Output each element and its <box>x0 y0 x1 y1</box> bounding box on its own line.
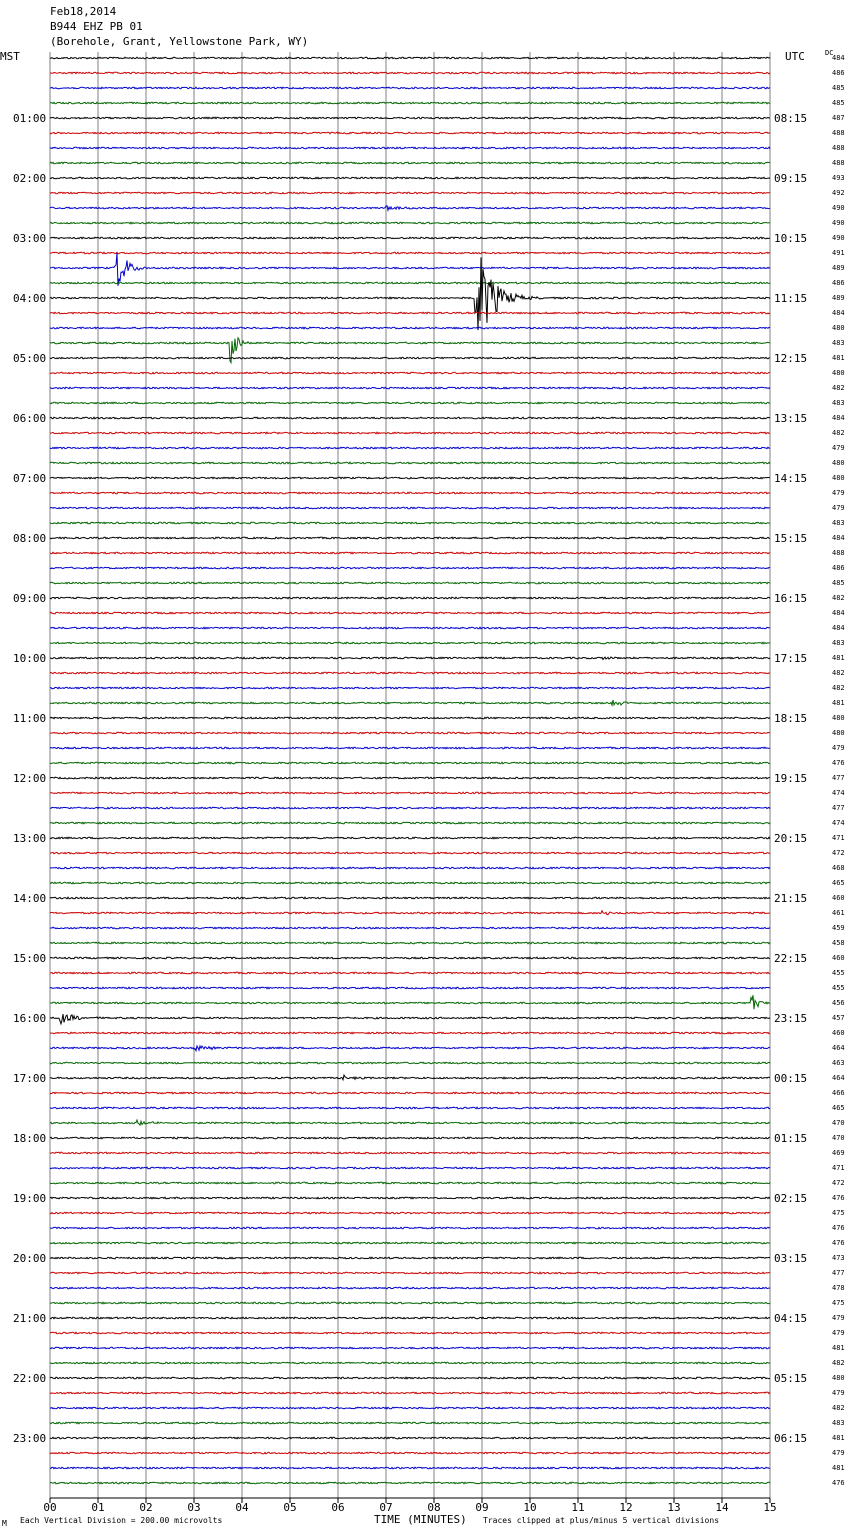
dc-offset-label: 488 <box>832 159 845 167</box>
dc-offset-label: 481 <box>832 1464 845 1472</box>
dc-offset-label: 476 <box>832 1194 845 1202</box>
right-hour-label: 02:15 <box>774 1192 808 1205</box>
dc-offset-label: 477 <box>832 774 845 782</box>
dc-offset-label: 460 <box>832 954 845 962</box>
trace-51 <box>50 822 770 824</box>
trace-74 <box>50 1167 770 1169</box>
trace-29 <box>50 492 770 494</box>
dc-offset-label: 483 <box>832 639 845 647</box>
dc-offset-label: 480 <box>832 369 845 377</box>
trace-41 <box>50 672 770 674</box>
x-tick-label: 01 <box>91 1501 105 1514</box>
trace-9 <box>50 192 770 194</box>
dc-offset-label: 482 <box>832 429 845 437</box>
x-tick-label: 13 <box>667 1501 681 1514</box>
trace-20 <box>50 357 770 359</box>
trace-95 <box>50 1482 770 1484</box>
dc-offset-label: 468 <box>832 864 845 872</box>
trace-60 <box>50 957 770 959</box>
trace-80 <box>50 1257 770 1259</box>
trace-4 <box>50 117 770 119</box>
right-hour-label: 16:15 <box>774 592 808 605</box>
trace-12 <box>50 237 770 239</box>
trace-84 <box>50 1317 770 1319</box>
right-hour-label: 03:15 <box>774 1252 808 1265</box>
trace-40 <box>50 657 770 660</box>
trace-58 <box>50 927 770 929</box>
trace-15 <box>50 282 770 284</box>
dc-offset-label: 488 <box>832 549 845 557</box>
trace-31 <box>50 522 770 524</box>
x-tick-label: 08 <box>427 1501 441 1514</box>
dc-offset-label: 486 <box>832 69 845 77</box>
left-hour-label: 12:00 <box>13 772 47 785</box>
trace-78 <box>50 1227 770 1229</box>
x-axis <box>43 1498 776 1514</box>
trace-57 <box>50 911 770 915</box>
dc-offset-label: 485 <box>832 579 845 587</box>
station-date: Feb18,2014 <box>50 5 117 18</box>
trace-68 <box>50 1075 770 1080</box>
trace-0 <box>50 57 770 59</box>
dc-offset-label: 489 <box>832 294 845 302</box>
right-hour-label: 23:15 <box>774 1012 808 1025</box>
trace-64 <box>50 1014 770 1024</box>
dc-offset-label: 475 <box>832 1299 845 1307</box>
x-tick-label: 06 <box>331 1501 345 1514</box>
left-hour-label: 06:00 <box>13 412 47 425</box>
left-hour-label: 10:00 <box>13 652 47 665</box>
dc-offset-label: 460 <box>832 1029 845 1037</box>
trace-91 <box>50 1422 770 1424</box>
trace-56 <box>50 897 770 899</box>
left-hour-label: 02:00 <box>13 172 47 185</box>
dc-offset-label: 480 <box>832 1374 845 1382</box>
trace-89 <box>50 1392 770 1394</box>
trace-5 <box>50 132 770 134</box>
trace-65 <box>50 1032 770 1034</box>
right-axis-title: UTC <box>785 50 805 63</box>
left-hour-label: 14:00 <box>13 892 47 905</box>
trace-82 <box>50 1287 770 1289</box>
trace-53 <box>50 852 770 854</box>
dc-offset-label: 464 <box>832 1044 845 1052</box>
left-hour-label: 17:00 <box>13 1072 47 1085</box>
trace-39 <box>50 642 770 644</box>
dc-offset-label: 479 <box>832 444 845 452</box>
dc-offset-label: 484 <box>832 534 845 542</box>
dc-offset-label: 476 <box>832 1479 845 1487</box>
right-hour-label: 01:15 <box>774 1132 808 1145</box>
trace-8 <box>50 177 770 179</box>
dc-offset-label: 464 <box>832 1074 845 1082</box>
dc-offset-label: 479 <box>832 744 845 752</box>
right-hour-label: 17:15 <box>774 652 808 665</box>
dc-offset-label: 482 <box>832 594 845 602</box>
dc-offset-label: 480 <box>832 729 845 737</box>
x-tick-label: 15 <box>763 1501 777 1514</box>
left-hour-label: 08:00 <box>13 532 47 545</box>
station-location: (Borehole, Grant, Yellowstone Park, WY) <box>50 35 309 48</box>
station-channel: B944 EHZ PB 01 <box>50 20 143 33</box>
dc-offset-label: 469 <box>832 1149 845 1157</box>
dc-offset-label: 476 <box>832 1239 845 1247</box>
corner-mark: M <box>2 1519 7 1528</box>
x-tick-label: 05 <box>283 1501 297 1514</box>
dc-offset-label: 484 <box>832 54 845 62</box>
dc-offset-label: 483 <box>832 339 845 347</box>
dc-offset-label: 479 <box>832 504 845 512</box>
dc-offset-label: 483 <box>832 1419 845 1427</box>
trace-48 <box>50 777 770 779</box>
trace-62 <box>50 987 770 989</box>
trace-27 <box>50 462 770 464</box>
dc-offset-label: 480 <box>832 459 845 467</box>
dc-offset-label: 455 <box>832 969 845 977</box>
right-hour-label: 14:15 <box>774 472 808 485</box>
trace-2 <box>50 87 770 89</box>
trace-25 <box>50 432 770 434</box>
trace-72 <box>50 1137 770 1139</box>
dc-offset-label: 479 <box>832 1389 845 1397</box>
dc-offset-label: 455 <box>832 984 845 992</box>
dc-offset-label: 481 <box>832 1434 845 1442</box>
dc-offset-label: 491 <box>832 249 845 257</box>
trace-42 <box>50 687 770 689</box>
trace-77 <box>50 1212 770 1214</box>
dc-offset-label: 457 <box>832 1014 845 1022</box>
trace-44 <box>50 717 770 719</box>
dc-offset-label: 484 <box>832 309 845 317</box>
dc-offset-label: 471 <box>832 1164 845 1172</box>
dc-offset-label: 484 <box>832 624 845 632</box>
trace-3 <box>50 102 770 104</box>
dc-offset-label: 486 <box>832 564 845 572</box>
dc-offset-label: 481 <box>832 354 845 362</box>
trace-66 <box>50 1046 770 1051</box>
dc-offset-label: 472 <box>832 1179 845 1187</box>
trace-75 <box>50 1182 770 1184</box>
dc-offset-label: 478 <box>832 1284 845 1292</box>
dc-offset-label: 482 <box>832 384 845 392</box>
scale-note: Each Vertical Division = 200.00 microvolts <box>20 1516 223 1525</box>
trace-47 <box>50 762 770 764</box>
trace-50 <box>50 807 770 809</box>
trace-52 <box>50 837 770 839</box>
dc-offset-label: 465 <box>832 1104 845 1112</box>
dc-offset-label: 479 <box>832 1449 845 1457</box>
x-tick-label: 03 <box>187 1501 201 1514</box>
left-hour-label: 07:00 <box>13 472 47 485</box>
trace-36 <box>50 597 770 599</box>
right-hour-label: 21:15 <box>774 892 808 905</box>
trace-37 <box>50 612 770 614</box>
dc-offset-label: 489 <box>832 264 845 272</box>
clip-note: Traces clipped at plus/minus 5 vertical divisions <box>483 1516 720 1525</box>
dc-offset-label: 480 <box>832 474 845 482</box>
trace-17 <box>50 312 770 314</box>
trace-85 <box>50 1332 770 1334</box>
dc-offset-label: 472 <box>832 849 845 857</box>
trace-81 <box>50 1272 770 1274</box>
dc-offset-label: 461 <box>832 909 845 917</box>
left-hour-label: 05:00 <box>13 352 47 365</box>
left-hour-label: 13:00 <box>13 832 47 845</box>
trace-88 <box>50 1377 770 1379</box>
left-hour-label: 21:00 <box>13 1312 47 1325</box>
trace-1 <box>50 72 770 74</box>
x-tick-label: 14 <box>715 1501 729 1514</box>
right-hour-label: 06:15 <box>774 1432 808 1445</box>
dc-offset-label: 480 <box>832 714 845 722</box>
trace-71 <box>50 1120 770 1125</box>
x-tick-label: 10 <box>523 1501 537 1514</box>
right-hour-label: 10:15 <box>774 232 808 245</box>
dc-offset-label: 460 <box>832 894 845 902</box>
dc-offset-label: 466 <box>832 1089 845 1097</box>
dc-offset-label: 470 <box>832 1134 845 1142</box>
x-tick-label: 12 <box>619 1501 633 1514</box>
trace-32 <box>50 537 770 539</box>
left-hour-label: 19:00 <box>13 1192 47 1205</box>
left-hour-label: 16:00 <box>13 1012 47 1025</box>
right-hour-label: 09:15 <box>774 172 808 185</box>
dc-offset-label: 484 <box>832 609 845 617</box>
dc-offset-label: 485 <box>832 99 845 107</box>
trace-24 <box>50 417 770 419</box>
trace-11 <box>50 222 770 224</box>
dc-offset-label: 480 <box>832 324 845 332</box>
right-hour-label: 12:15 <box>774 352 808 365</box>
trace-30 <box>50 507 770 509</box>
trace-45 <box>50 732 770 734</box>
dc-offset-label: 479 <box>832 1314 845 1322</box>
dc-offset-label: 483 <box>832 519 845 527</box>
trace-13 <box>50 252 770 254</box>
trace-22 <box>50 387 770 389</box>
dc-offset-label: 475 <box>832 1209 845 1217</box>
dc-offset-label: 470 <box>832 1119 845 1127</box>
left-hour-label: 18:00 <box>13 1132 47 1145</box>
x-tick-label: 02 <box>139 1501 153 1514</box>
trace-59 <box>50 942 770 944</box>
dc-offset-label: 481 <box>832 1344 845 1352</box>
left-hour-label: 01:00 <box>13 112 47 125</box>
trace-94 <box>50 1467 770 1469</box>
right-hour-label: 05:15 <box>774 1372 808 1385</box>
trace-69 <box>50 1092 770 1094</box>
dc-offset-label: 488 <box>832 129 845 137</box>
left-hour-label: 23:00 <box>13 1432 47 1445</box>
dc-offset-label: 473 <box>832 1254 845 1262</box>
right-hour-label: 20:15 <box>774 832 808 845</box>
right-hour-label: 15:15 <box>774 532 808 545</box>
dc-offset-label: 479 <box>832 489 845 497</box>
dc-offset-label: 482 <box>832 684 845 692</box>
left-hour-label: 20:00 <box>13 1252 47 1265</box>
right-hour-label: 11:15 <box>774 292 808 305</box>
dc-offset-label: 485 <box>832 84 845 92</box>
x-tick-label: 09 <box>475 1501 489 1514</box>
dc-offset-label: 474 <box>832 789 845 797</box>
trace-38 <box>50 627 770 629</box>
dc-offset-label: 481 <box>832 654 845 662</box>
x-tick-label: 07 <box>379 1501 393 1514</box>
trace-35 <box>50 582 770 584</box>
trace-76 <box>50 1197 770 1199</box>
trace-90 <box>50 1407 770 1409</box>
x-axis-label: TIME (MINUTES) <box>374 1513 467 1526</box>
dc-offset-label: 482 <box>832 1404 845 1412</box>
trace-49 <box>50 792 770 794</box>
trace-55 <box>50 882 770 884</box>
x-tick-label: 11 <box>571 1501 585 1514</box>
right-hour-label: 13:15 <box>774 412 808 425</box>
dc-offset-label: 476 <box>832 759 845 767</box>
trace-79 <box>50 1242 770 1244</box>
left-hour-label: 09:00 <box>13 592 47 605</box>
trace-18 <box>50 327 770 329</box>
right-hour-label: 22:15 <box>774 952 808 965</box>
trace-26 <box>50 447 770 449</box>
trace-93 <box>50 1452 770 1454</box>
dc-offset-label: 477 <box>832 1269 845 1277</box>
trace-86 <box>50 1347 770 1349</box>
trace-43 <box>50 700 770 705</box>
dc-offset-label: 488 <box>832 144 845 152</box>
trace-23 <box>50 402 770 404</box>
dc-offset-label: 471 <box>832 834 845 842</box>
trace-7 <box>50 162 770 164</box>
trace-6 <box>50 147 770 149</box>
trace-87 <box>50 1362 770 1364</box>
trace-67 <box>50 1062 770 1064</box>
right-hour-label: 04:15 <box>774 1312 808 1325</box>
x-tick-label: 00 <box>43 1501 57 1514</box>
trace-10 <box>50 206 770 211</box>
left-hour-label: 11:00 <box>13 712 47 725</box>
trace-33 <box>50 552 770 554</box>
left-hour-label: 15:00 <box>13 952 47 965</box>
dc-offset-label: 490 <box>832 204 845 212</box>
dc-offset-label: 458 <box>832 939 845 947</box>
right-hour-label: 08:15 <box>774 112 808 125</box>
dc-offset-label: 487 <box>832 114 845 122</box>
dc-offset-label: 490 <box>832 234 845 242</box>
dc-offset-label: 456 <box>832 999 845 1007</box>
trace-54 <box>50 867 770 869</box>
dc-offset-label: 484 <box>832 414 845 422</box>
dc-offset-label: 483 <box>832 399 845 407</box>
dc-offset-label: 486 <box>832 279 845 287</box>
trace-92 <box>50 1437 770 1439</box>
dc-offset-label: 479 <box>832 1329 845 1337</box>
right-hour-label: 18:15 <box>774 712 808 725</box>
dc-offset-group <box>832 54 845 1487</box>
trace-19 <box>50 338 770 363</box>
dc-offset-label: 482 <box>832 669 845 677</box>
dc-offset-label: 477 <box>832 804 845 812</box>
dc-offset-label: 465 <box>832 879 845 887</box>
dc-offset-label: 463 <box>832 1059 845 1067</box>
left-hour-label: 22:00 <box>13 1372 47 1385</box>
dc-offset-label: 490 <box>832 219 845 227</box>
left-axis-title: MST <box>0 50 20 63</box>
trace-34 <box>50 567 770 569</box>
trace-63 <box>50 995 770 1009</box>
trace-group <box>50 57 770 1484</box>
dc-offset-label: 493 <box>832 174 845 182</box>
trace-70 <box>50 1107 770 1109</box>
x-tick-label: 04 <box>235 1501 249 1514</box>
dc-offset-label: 482 <box>832 1359 845 1367</box>
right-hour-label: 19:15 <box>774 772 808 785</box>
trace-28 <box>50 477 770 479</box>
trace-83 <box>50 1302 770 1304</box>
trace-46 <box>50 747 770 749</box>
trace-14 <box>50 253 770 286</box>
trace-73 <box>50 1152 770 1154</box>
right-hour-label: 00:15 <box>774 1072 808 1085</box>
dc-offset-label: 492 <box>832 189 845 197</box>
dc-offset-label: 474 <box>832 819 845 827</box>
left-hour-label: 03:00 <box>13 232 47 245</box>
left-hour-label: 04:00 <box>13 292 47 305</box>
dc-offset-label: 481 <box>832 699 845 707</box>
trace-21 <box>50 372 770 374</box>
dc-title: DC <box>825 49 834 57</box>
dc-offset-label: 459 <box>832 924 845 932</box>
dc-offset-label: 476 <box>832 1224 845 1232</box>
trace-61 <box>50 972 770 974</box>
